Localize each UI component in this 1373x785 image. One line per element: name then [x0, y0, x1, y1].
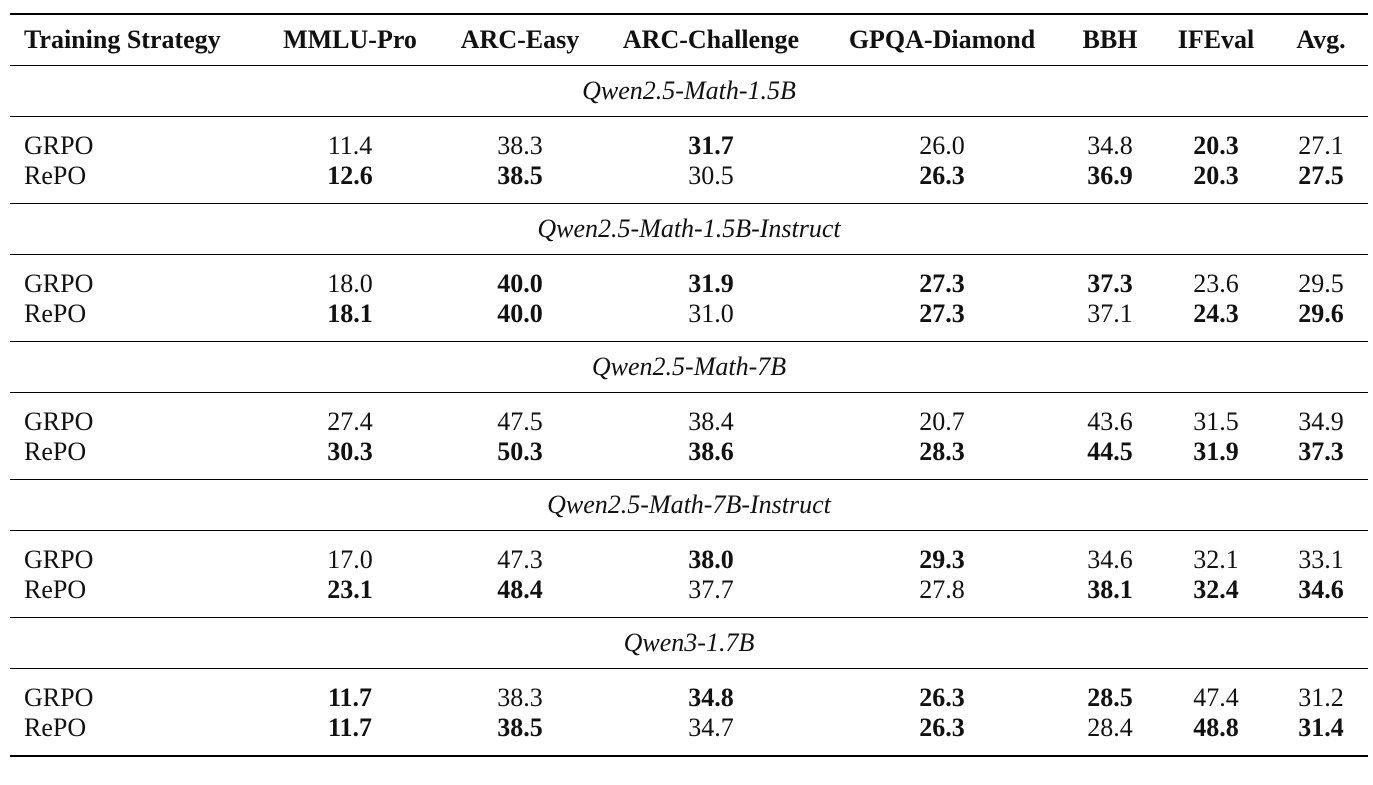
score-cell: 28.5 [1087, 683, 1133, 712]
method-name: RePO [10, 161, 260, 204]
model-group-row [10, 342, 1368, 393]
score-cell: 47.5 [497, 407, 543, 436]
header-ifeval: IFEval [1158, 14, 1274, 66]
method-name: RePO [10, 299, 260, 342]
method-name: RePO [10, 437, 260, 480]
score-cell: 29.6 [1274, 299, 1368, 342]
table-row [10, 669, 1368, 714]
model-group-row [10, 204, 1368, 255]
table-body [10, 66, 1368, 757]
results-table [10, 13, 1368, 757]
method-name: GRPO [24, 683, 94, 712]
score-cell: 44.5 [1062, 437, 1158, 480]
table-row [10, 393, 1368, 438]
score-cell: 38.5 [440, 713, 600, 756]
header-arc-easy: ARC-Easy [440, 14, 600, 66]
score-cell: 26.0 [919, 131, 965, 160]
score-cell: 30.3 [260, 437, 440, 480]
model-group-title: Qwen2.5-Math-1.5B-Instruct [10, 204, 1368, 255]
score-cell: 34.6 [1087, 545, 1133, 574]
score-cell: 34.8 [1087, 131, 1133, 160]
score-cell: 31.5 [1193, 407, 1239, 436]
score-cell: 11.7 [260, 713, 440, 756]
header-gpqa-diamond: GPQA-Diamond [822, 14, 1062, 66]
model-group-row [10, 480, 1368, 531]
score-cell: 38.1 [1062, 575, 1158, 618]
model-group-title: Qwen2.5-Math-1.5B [10, 66, 1368, 117]
table-row [10, 117, 1368, 162]
score-cell: 32.4 [1158, 575, 1274, 618]
score-cell: 27.4 [327, 407, 373, 436]
score-cell: 34.6 [1274, 575, 1368, 618]
score-cell: 23.1 [260, 575, 440, 618]
table-row [10, 255, 1368, 300]
table-row [10, 299, 1368, 342]
score-cell: 27.3 [919, 269, 965, 298]
score-cell: 37.3 [1274, 437, 1368, 480]
score-cell: 23.6 [1193, 269, 1239, 298]
score-cell: 47.3 [497, 545, 543, 574]
score-cell: 37.7 [600, 575, 822, 618]
score-cell: 43.6 [1087, 407, 1133, 436]
score-cell: 24.3 [1158, 299, 1274, 342]
table-row [10, 161, 1368, 204]
score-cell: 12.6 [260, 161, 440, 204]
score-cell: 37.1 [1062, 299, 1158, 342]
score-cell: 20.3 [1193, 131, 1239, 160]
score-cell: 40.0 [440, 299, 600, 342]
method-name: GRPO [24, 545, 94, 574]
score-cell: 34.8 [688, 683, 734, 712]
model-group-row [10, 618, 1368, 669]
method-name: RePO [10, 575, 260, 618]
score-cell: 37.3 [1087, 269, 1133, 298]
score-cell: 31.7 [688, 131, 734, 160]
table-row [10, 531, 1368, 576]
score-cell: 20.3 [1158, 161, 1274, 204]
header-arc-challenge: ARC-Challenge [600, 14, 822, 66]
score-cell: 28.3 [822, 437, 1062, 480]
score-cell: 31.4 [1274, 713, 1368, 756]
score-cell: 34.9 [1298, 407, 1344, 436]
score-cell: 36.9 [1062, 161, 1158, 204]
method-name: RePO [10, 713, 260, 756]
score-cell: 31.9 [688, 269, 734, 298]
score-cell: 17.0 [327, 545, 373, 574]
score-cell: 48.8 [1158, 713, 1274, 756]
score-cell: 27.1 [1298, 131, 1344, 160]
score-cell: 34.7 [600, 713, 822, 756]
method-name: GRPO [24, 131, 94, 160]
score-cell: 50.3 [440, 437, 600, 480]
method-name: GRPO [24, 269, 94, 298]
score-cell: 26.3 [822, 713, 1062, 756]
score-cell: 31.2 [1298, 683, 1344, 712]
score-cell: 29.5 [1298, 269, 1344, 298]
table-row [10, 575, 1368, 618]
score-cell: 11.7 [327, 683, 373, 712]
score-cell: 27.5 [1274, 161, 1368, 204]
header-training-strategy: Training Strategy [10, 14, 260, 66]
header-row [10, 14, 1368, 66]
score-cell: 26.3 [822, 161, 1062, 204]
table-row [10, 713, 1368, 756]
model-group-title: Qwen2.5-Math-7B-Instruct [10, 480, 1368, 531]
score-cell: 27.3 [822, 299, 1062, 342]
score-cell: 30.5 [600, 161, 822, 204]
model-group-title: Qwen2.5-Math-7B [10, 342, 1368, 393]
score-cell: 29.3 [919, 545, 965, 574]
header-bbh: BBH [1062, 14, 1158, 66]
score-cell: 32.1 [1193, 545, 1239, 574]
score-cell: 40.0 [497, 269, 543, 298]
score-cell: 38.5 [440, 161, 600, 204]
score-cell: 48.4 [440, 575, 600, 618]
score-cell: 38.4 [688, 407, 734, 436]
model-group-title: Qwen3-1.7B [10, 618, 1368, 669]
score-cell: 38.3 [497, 683, 543, 712]
score-cell: 31.0 [600, 299, 822, 342]
score-cell: 20.7 [919, 407, 965, 436]
score-cell: 18.1 [260, 299, 440, 342]
score-cell: 38.3 [497, 131, 543, 160]
header-avg: Avg. [1274, 14, 1368, 66]
score-cell: 38.6 [600, 437, 822, 480]
table-row [10, 437, 1368, 480]
score-cell: 26.3 [919, 683, 965, 712]
score-cell: 47.4 [1193, 683, 1239, 712]
score-cell: 31.9 [1158, 437, 1274, 480]
method-name: GRPO [24, 407, 94, 436]
header-mmlu-pro: MMLU-Pro [260, 14, 440, 66]
model-group-row [10, 66, 1368, 117]
score-cell: 27.8 [822, 575, 1062, 618]
score-cell: 11.4 [327, 131, 373, 160]
score-cell: 33.1 [1298, 545, 1344, 574]
score-cell: 28.4 [1062, 713, 1158, 756]
score-cell: 38.0 [688, 545, 734, 574]
score-cell: 18.0 [327, 269, 373, 298]
